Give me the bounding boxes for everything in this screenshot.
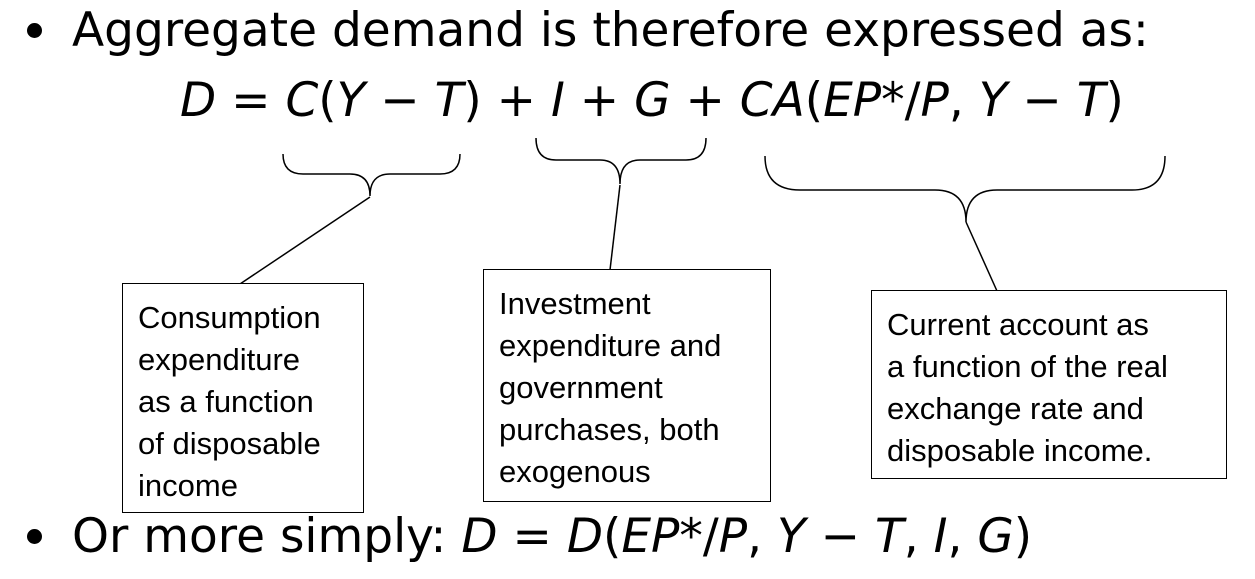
annotation-consumption-text: Consumption expenditure as a function of disposable income [138, 300, 321, 503]
eq-Y: Y [336, 73, 366, 128]
eq-G: G [634, 73, 671, 128]
eq-T: T [1076, 73, 1106, 128]
eq-plus: + [481, 73, 551, 128]
eq-P: P [920, 73, 949, 128]
eq2-equals: = [497, 509, 567, 564]
connector-consumption [240, 197, 370, 284]
eq-equals: = [216, 73, 286, 128]
eq-plus: + [564, 73, 635, 128]
brace-investment [536, 138, 706, 184]
bullet-simplified-prefix: Or more simply: [72, 509, 462, 564]
eq-EP: EP* [823, 73, 905, 128]
brace-current-account [765, 156, 1165, 222]
eq-minus: − [365, 73, 435, 128]
bullet-simplified-equation [72, 509, 1033, 564]
eq-paren: ) [1105, 73, 1124, 128]
eq-slash: / [904, 73, 921, 128]
eq2-EP: EP* [621, 509, 703, 564]
connector-current-account [966, 222, 997, 291]
eq2-comma: , [903, 509, 934, 564]
bullet-dot-2 [27, 529, 42, 544]
eq-CA: CA [739, 73, 805, 128]
brace-consumption [283, 154, 460, 196]
eq2-G: G [977, 509, 1014, 564]
connector-investment [610, 185, 620, 270]
eq-C: C [285, 73, 319, 128]
eq2-slash: / [702, 509, 719, 564]
eq2-T: T [874, 509, 904, 564]
bullet-heading-aggregate-demand: Aggregate demand is therefore expressed as: [72, 3, 1149, 58]
eq2-paren: ( [603, 509, 622, 564]
eq-plus: + [670, 73, 740, 128]
annotation-consumption-box [122, 283, 364, 513]
eq2-comma: , [947, 509, 978, 564]
eq2-Y: Y [776, 509, 806, 564]
eq2-comma: , [747, 509, 777, 564]
eq2-P: P [718, 509, 748, 564]
annotation-investment-text: Investment expenditure and government purchases, both exogenous [499, 286, 722, 489]
eq-I: I [550, 73, 565, 128]
eq2-minus: − [805, 509, 875, 564]
eq-paren: ( [804, 73, 824, 128]
eq-comma: , [948, 73, 979, 128]
annotation-investment-box [483, 269, 771, 502]
eq-Y: Y [978, 73, 1008, 128]
eq2-D: D [461, 509, 498, 564]
annotation-current-account-text: Current account as a function of the real exchange rate and disposable income. [887, 307, 1168, 468]
eq2-D: D [566, 509, 604, 564]
eq-D: D [180, 73, 217, 128]
eq-minus: − [1007, 73, 1077, 128]
eq2-paren: ) [1013, 509, 1033, 564]
annotation-current-account-box [871, 290, 1227, 479]
eq-paren: ) [463, 73, 482, 128]
eq-paren: ( [318, 73, 337, 128]
eq2-I: I [933, 509, 948, 564]
eq-T: T [434, 73, 464, 128]
